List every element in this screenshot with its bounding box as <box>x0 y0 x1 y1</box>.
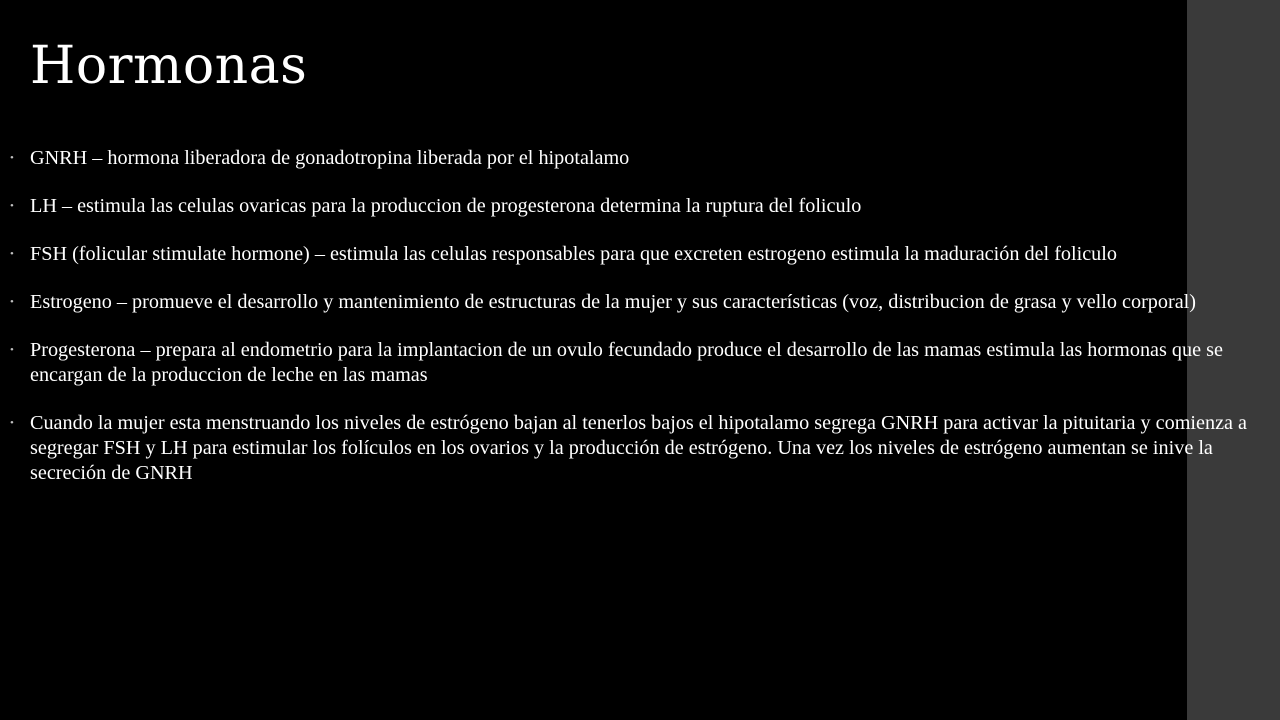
bullet-dot-icon: • <box>10 248 14 260</box>
bullet-text: Cuando la mujer esta menstruando los niveles de estrógeno bajan al tenerlos bajos el hipotalamo segrega GNRH para activar la pituitaria y comienza a segregar FSH y LH para estimular los folículos en los ovarios y la producción de estrógeno. Una vez los niveles de estrógeno aumentan se inive la secreción de GNRH <box>30 412 1248 484</box>
bullet-item <box>10 290 1270 315</box>
bullet-dot-icon: • <box>10 344 14 356</box>
bullet-dot-icon: • <box>10 152 14 164</box>
bullet-item <box>10 338 1270 388</box>
bullet-text: LH – estimula las celulas ovaricas para la produccion de progesterona determina la ruptura del foliculo <box>30 195 862 217</box>
bullet-dot-icon: • <box>10 200 14 212</box>
slide-title: Hormonas <box>30 36 308 96</box>
bullet-text: Progesterona – prepara al endometrio para la implantacion de un ovulo fecundado produce el desarrollo de las mamas estimula las hormonas que se encargan de la produccion de leche en las mamas <box>30 339 1223 386</box>
bullet-text: Estrogeno – promueve el desarrollo y mantenimiento de estructuras de la mujer y sus características (voz, distribucion de grasa y vello corporal) <box>30 291 1196 313</box>
bullet-list <box>10 146 1270 509</box>
bullet-text: GNRH – hormona liberadora de gonadotropina liberada por el hipotalamo <box>30 147 630 169</box>
bullet-item <box>10 146 1270 171</box>
bullet-item <box>10 194 1270 219</box>
bullet-text: FSH (folicular stimulate hormone) – estimula las celulas responsables para que excreten estrogeno estimula la maduración del foliculo <box>30 243 1117 265</box>
bullet-dot-icon: • <box>10 296 14 308</box>
bullet-item <box>10 242 1270 267</box>
bullet-item <box>10 411 1270 486</box>
bullet-dot-icon: • <box>10 417 14 429</box>
